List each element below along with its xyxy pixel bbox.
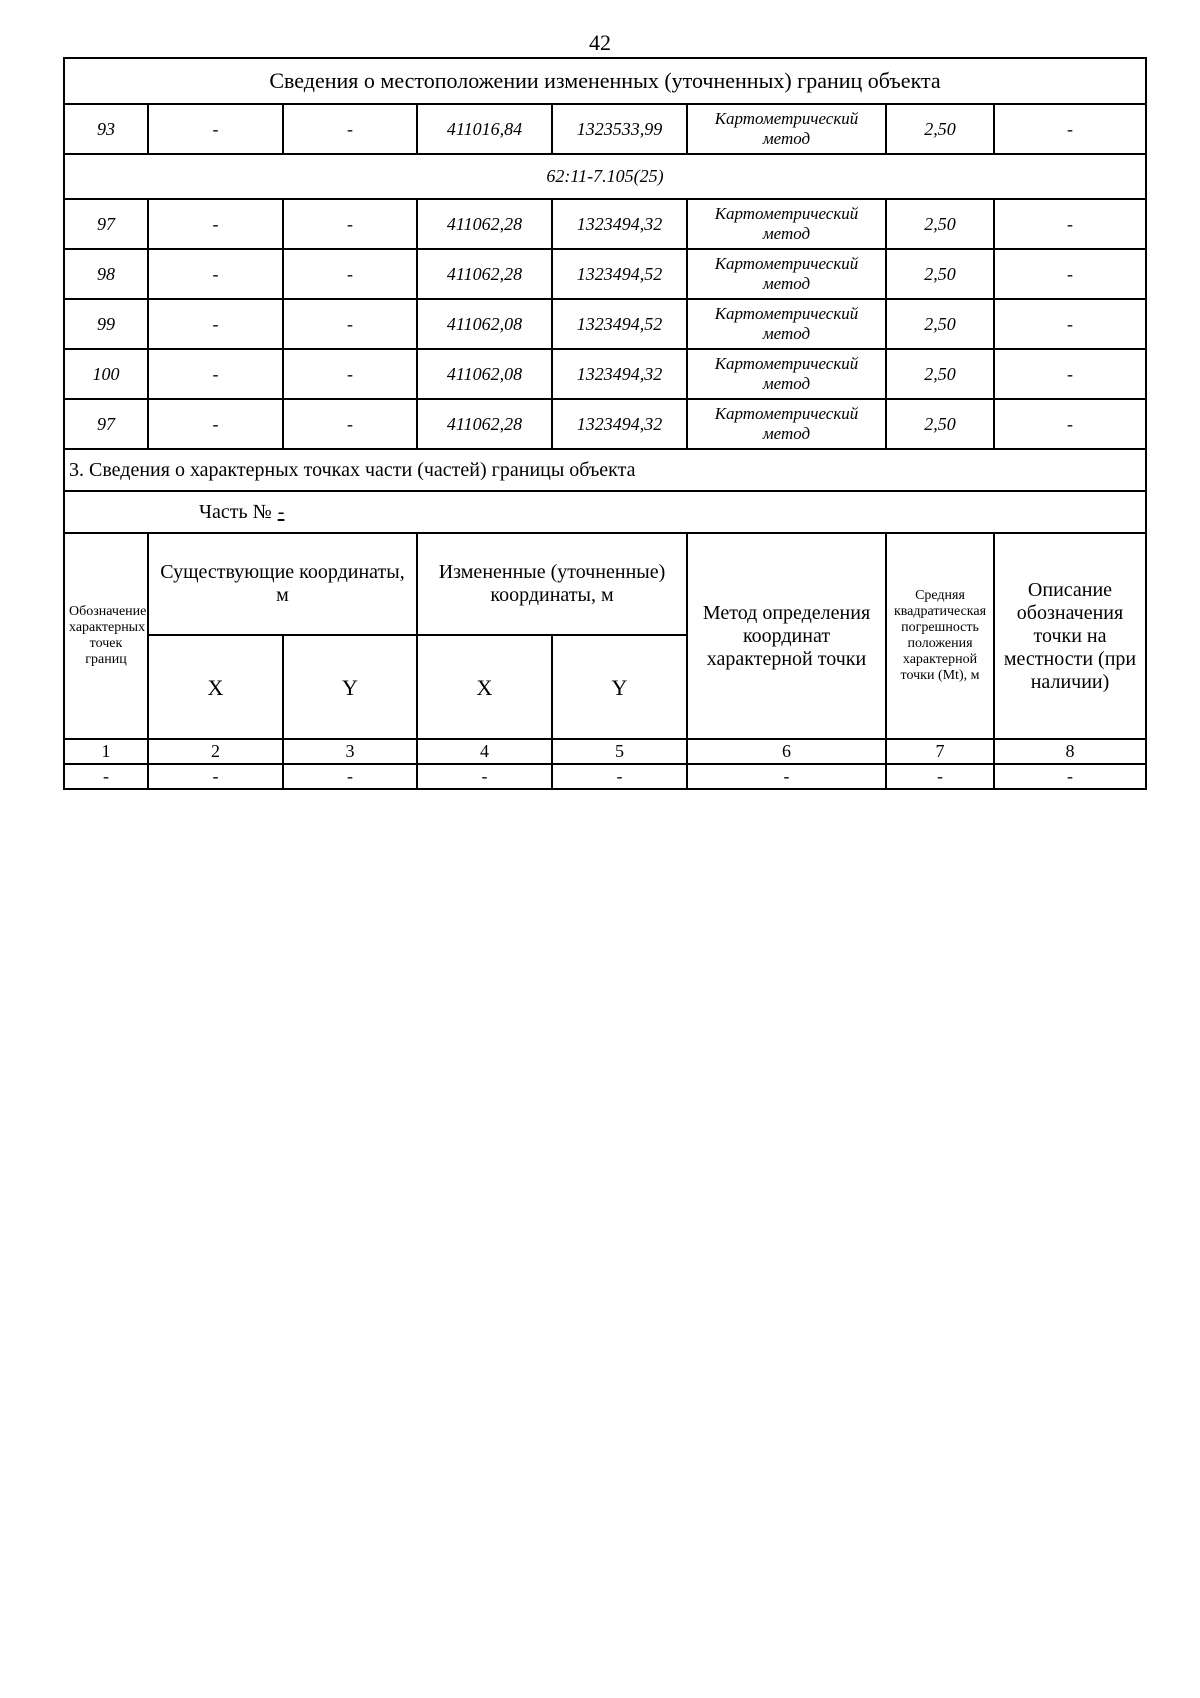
empty-cell: - <box>417 764 552 789</box>
header-method: Метод определения координат характерной точки <box>687 533 886 739</box>
column-number: 2 <box>148 739 283 764</box>
column-numbers-row <box>64 739 1146 764</box>
part-cell <box>64 491 1146 533</box>
mt-cell: 2,50 <box>886 299 994 349</box>
changed-x-cell: 411062,28 <box>417 199 552 249</box>
mt-cell: 2,50 <box>886 349 994 399</box>
method-cell: Картометрический метод <box>687 299 886 349</box>
table-row <box>64 399 1146 449</box>
mt-cell: 2,50 <box>886 249 994 299</box>
table-row <box>64 349 1146 399</box>
description-cell: - <box>994 104 1146 154</box>
table-row <box>64 104 1146 154</box>
description-cell: - <box>994 199 1146 249</box>
changed-x-cell: 411062,28 <box>417 399 552 449</box>
column-number: 4 <box>417 739 552 764</box>
subheading-row <box>64 154 1146 199</box>
mt-cell: 2,50 <box>886 399 994 449</box>
table-row <box>64 299 1146 349</box>
existing-y-cell: - <box>283 399 417 449</box>
existing-y-cell: - <box>283 349 417 399</box>
empty-cell: - <box>148 764 283 789</box>
page-number: 42 <box>589 30 611 55</box>
existing-y-cell: - <box>283 249 417 299</box>
header-y-existing: Y <box>283 635 417 739</box>
changed-y-cell: 1323494,52 <box>552 299 687 349</box>
changed-x-cell: 411062,08 <box>417 349 552 399</box>
empty-cell: - <box>886 764 994 789</box>
bottom-rows <box>64 199 1146 449</box>
point-number-cell: 97 <box>64 399 148 449</box>
part-label: Часть № <box>199 500 272 523</box>
existing-x-cell: - <box>148 104 283 154</box>
existing-x-cell: - <box>148 299 283 349</box>
existing-y-cell: - <box>283 104 417 154</box>
changed-y-cell: 1323494,52 <box>552 249 687 299</box>
empty-cell: - <box>552 764 687 789</box>
changed-x-cell: 411016,84 <box>417 104 552 154</box>
section-title: Сведения о местоположении измененных (уточненных) границ объекта <box>64 58 1146 104</box>
point-number-cell: 99 <box>64 299 148 349</box>
empty-cell: - <box>283 764 417 789</box>
header-y-changed: Y <box>552 635 687 739</box>
column-number: 7 <box>886 739 994 764</box>
mt-cell: 2,50 <box>886 199 994 249</box>
empty-cell: - <box>64 764 148 789</box>
point-number-cell: 97 <box>64 199 148 249</box>
column-number: 8 <box>994 739 1146 764</box>
changed-y-cell: 1323494,32 <box>552 199 687 249</box>
header-x-existing: X <box>148 635 283 739</box>
method-cell: Картометрический метод <box>687 399 886 449</box>
changed-x-cell: 411062,08 <box>417 299 552 349</box>
header-description: Описание обозначения точки на местности (при наличии) <box>994 533 1146 739</box>
description-cell: - <box>994 399 1146 449</box>
existing-x-cell: - <box>148 399 283 449</box>
description-cell: - <box>994 349 1146 399</box>
table-title-row <box>64 58 1146 104</box>
changed-x-cell: 411062,28 <box>417 249 552 299</box>
changed-y-cell: 1323494,32 <box>552 399 687 449</box>
method-cell: Картометрический метод <box>687 104 886 154</box>
point-number-cell: 98 <box>64 249 148 299</box>
coordinates-table <box>63 57 1147 790</box>
changed-y-cell: 1323494,32 <box>552 349 687 399</box>
method-cell: Картометрический метод <box>687 199 886 249</box>
header-existing: Существующие координаты, м <box>148 533 417 635</box>
empty-cell: - <box>994 764 1146 789</box>
table-row <box>64 249 1146 299</box>
empty-data-row <box>64 764 1146 789</box>
header-designation: Обозначение характерных точек границ <box>64 533 148 739</box>
empty-cell: - <box>687 764 886 789</box>
part-value: - <box>277 500 285 523</box>
point-number-cell: 100 <box>64 349 148 399</box>
column-number: 3 <box>283 739 417 764</box>
header-changed: Измененные (уточненные) координаты, м <box>417 533 687 635</box>
existing-x-cell: - <box>148 349 283 399</box>
section3-row <box>64 449 1146 491</box>
changed-y-cell: 1323533,99 <box>552 104 687 154</box>
header-mt: Средняя квадратическая погрешность положения характерной точки (Mt), м <box>886 533 994 739</box>
description-cell: - <box>994 299 1146 349</box>
existing-x-cell: - <box>148 249 283 299</box>
cadastral-number: 62:11-7.105(25) <box>64 154 1146 199</box>
existing-y-cell: - <box>283 199 417 249</box>
point-number-cell: 93 <box>64 104 148 154</box>
table-row <box>64 199 1146 249</box>
method-cell: Картометрический метод <box>687 349 886 399</box>
method-cell: Картометрический метод <box>687 249 886 299</box>
top-rows <box>64 104 1146 154</box>
mt-cell: 2,50 <box>886 104 994 154</box>
section3-title: 3. Сведения о характерных точках части (частей) границы объекта <box>64 449 1146 491</box>
description-cell: - <box>994 249 1146 299</box>
column-number: 5 <box>552 739 687 764</box>
existing-y-cell: - <box>283 299 417 349</box>
column-number: 1 <box>64 739 148 764</box>
header-row-1 <box>64 533 1146 635</box>
column-number: 6 <box>687 739 886 764</box>
header-x-changed: X <box>417 635 552 739</box>
part-row <box>64 491 1146 533</box>
existing-x-cell: - <box>148 199 283 249</box>
